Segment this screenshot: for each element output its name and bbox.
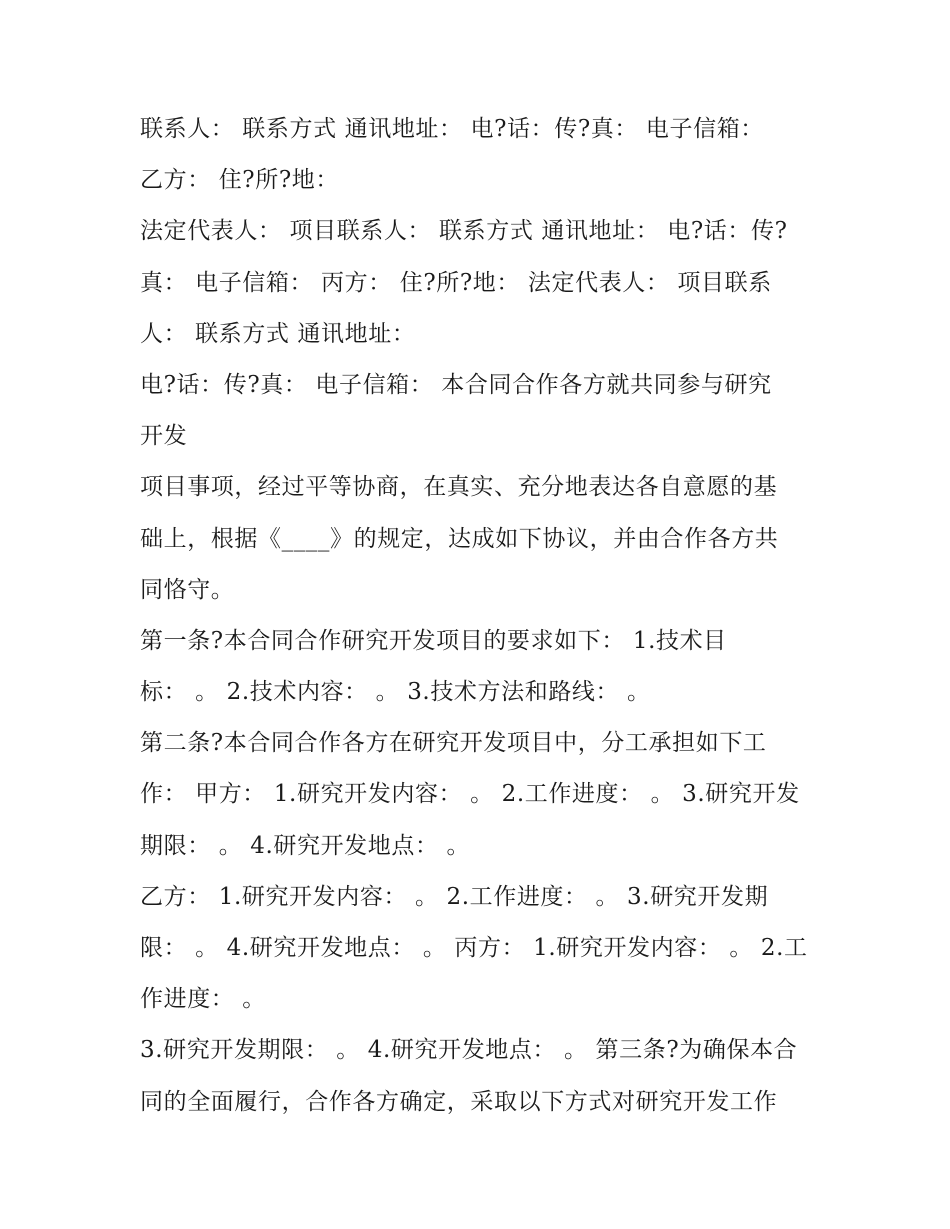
text-line: 础上，根据《____》的规定，达成如下协议，并由合作各方共 — [140, 525, 779, 552]
text-line: 标： 。 2.技术内容： 。 3.技术方法和路线： 。 — [140, 679, 651, 706]
text-line: 法定代表人： 项目联系人： 联系方式 通讯地址： 电?话：传? — [140, 218, 788, 245]
text-line: 同恪守。 — [140, 576, 235, 603]
text-line: 限： 。 4.研究开发地点： 。 丙方： 1.研究开发内容： 。 2.工 — [140, 935, 808, 961]
text-line: 第二条?本合同合作各方在研究开发项目中，分工承担如下工 — [140, 730, 767, 757]
text-line: 作： 甲方： 1.研究开发内容： 。 2.工作进度： 。 3.研究开发 — [140, 781, 800, 808]
text-line: 项目事项，经过平等协商，在真实、充分地表达各自意愿的基 — [140, 474, 778, 501]
text-line: 联系人： 联系方式 通讯地址： 电?话：传?真： 电子信箱： — [140, 116, 764, 142]
text-line: 乙方： 住?所?地： — [140, 167, 339, 194]
document-body — [140, 104, 820, 1128]
text-line: 第一条?本合同合作研究开发项目的要求如下： 1.技术目 — [140, 627, 727, 654]
text-line: 人： 联系方式 通讯地址： — [140, 320, 416, 347]
text-line: 3.研究开发期限： 。 4.研究开发地点： 。 第三条?为确保本合 — [140, 1037, 798, 1064]
text-line: 乙方： 1.研究开发内容： 。 2.工作进度： 。 3.研究开发期 — [140, 883, 769, 910]
text-line: 期限： 。 4.研究开发地点： 。 — [140, 832, 471, 859]
text-line: 作进度： 。 — [140, 986, 266, 1013]
text-line: 电?话：传?真： 电子信箱： 本合同合作各方就共同参与研究 — [140, 371, 772, 398]
text-line: 开发 — [140, 423, 188, 450]
text-line: 真： 电子信箱： 丙方： 住?所?地： 法定代表人： 项目联系 — [140, 269, 772, 296]
text-line: 同的全面履行，合作各方确定，采取以下方式对研究开发工作 — [140, 1088, 778, 1115]
